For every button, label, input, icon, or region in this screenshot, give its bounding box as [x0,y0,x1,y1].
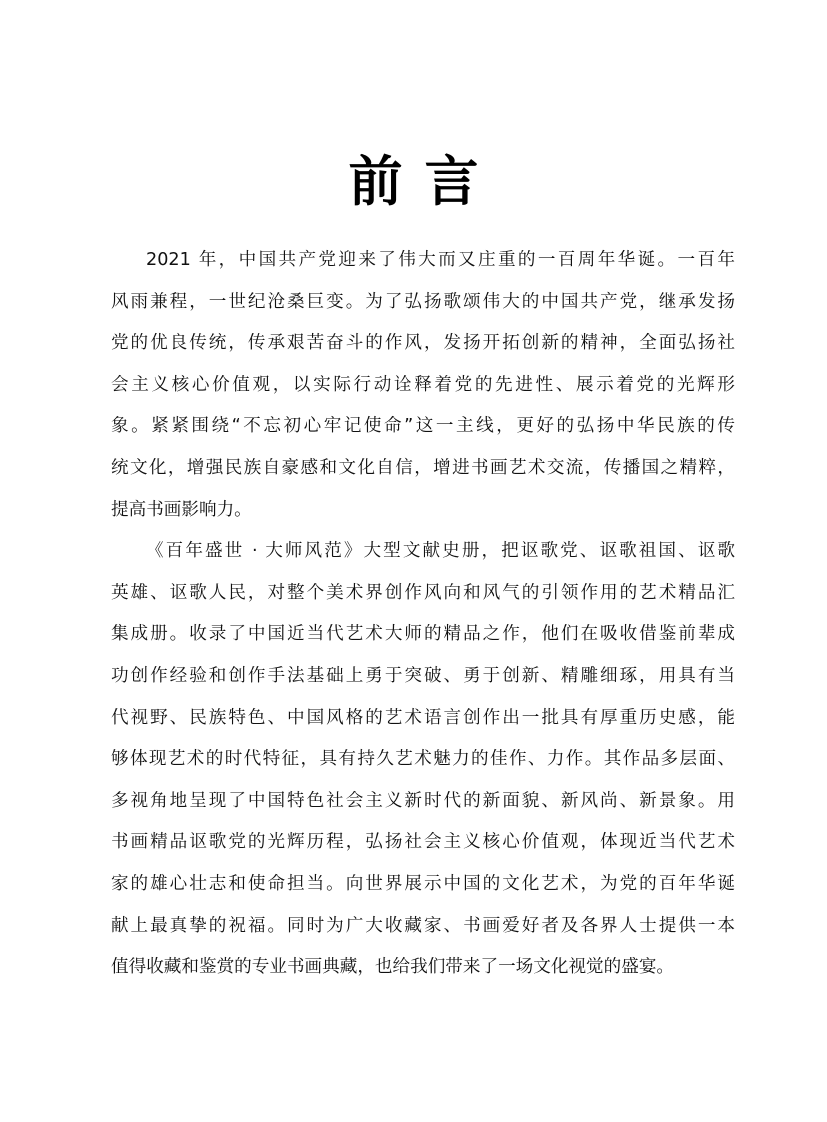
paragraph-1 [111,240,735,531]
text-line: 够体现艺术的时代特征，具有持久艺术魅力的佳作、力作。其作品多层面、 [111,749,735,770]
paragraph-2 [111,531,735,989]
text-line: 《百年盛世 · 大师风范》大型文献史册，把讴歌党、讴歌祖国、讴歌 [146,541,735,562]
text-line: 集成册。收录了中国近当代艺术大师的精品之作，他们在吸收借鉴前辈成 [111,624,735,645]
text-line: 党的优良传统，传承艰苦奋斗的作风，发扬开拓创新的精神，全面弘扬社 [111,333,735,354]
text-line: 值得收藏和鉴赏的专业书画典藏，也给我们带来了一场文化视觉的盛宴。 [111,957,675,978]
preface-body [111,240,735,989]
text-line: 会主义核心价值观，以实际行动诠释着党的先进性、展示着党的光辉形 [111,374,735,395]
text-line: 提高书画影响力。 [111,499,252,520]
text-line: 书画精品讴歌党的光辉历程，弘扬社会主义核心价值观，体现近当代艺术 [111,832,735,853]
page-title: 前言 [348,149,501,213]
text-line: 代视野、民族特色、中国风格的艺术语言创作出一批具有厚重历史感，能 [111,707,735,728]
text-line: 家的雄心壮志和使命担当。向世界展示中国的文化艺术，为党的百年华诞 [111,873,735,894]
text-line: 功创作经验和创作手法基础上勇于突破、勇于创新、精雕细琢，用具有当 [111,665,735,686]
text-line: 统文化，增强民族自豪感和文化自信，增进书画艺术交流，传播国之精粹， [111,457,735,478]
text-line: 象。紧紧围绕“不忘初心牢记使命”这一主线，更好的弘扬中华民族的传 [111,416,735,437]
text-line: 风雨兼程，一世纪沧桑巨变。为了弘扬歌颂伟大的中国共产党，继承发扬 [111,291,735,312]
text-line: 2021 年，中国共产党迎来了伟大而又庄重的一百周年华诞。一百年 [146,250,735,270]
text-line: 英雄、讴歌人民，对整个美术界创作风向和风气的引领作用的艺术精品汇 [111,582,735,603]
text-line: 多视角地呈现了中国特色社会主义新时代的新面貌、新风尚、新景象。用 [111,790,735,811]
text-line: 献上最真挚的祝福。同时为广大收藏家、书画爱好者及各界人士提供一本 [111,915,735,936]
